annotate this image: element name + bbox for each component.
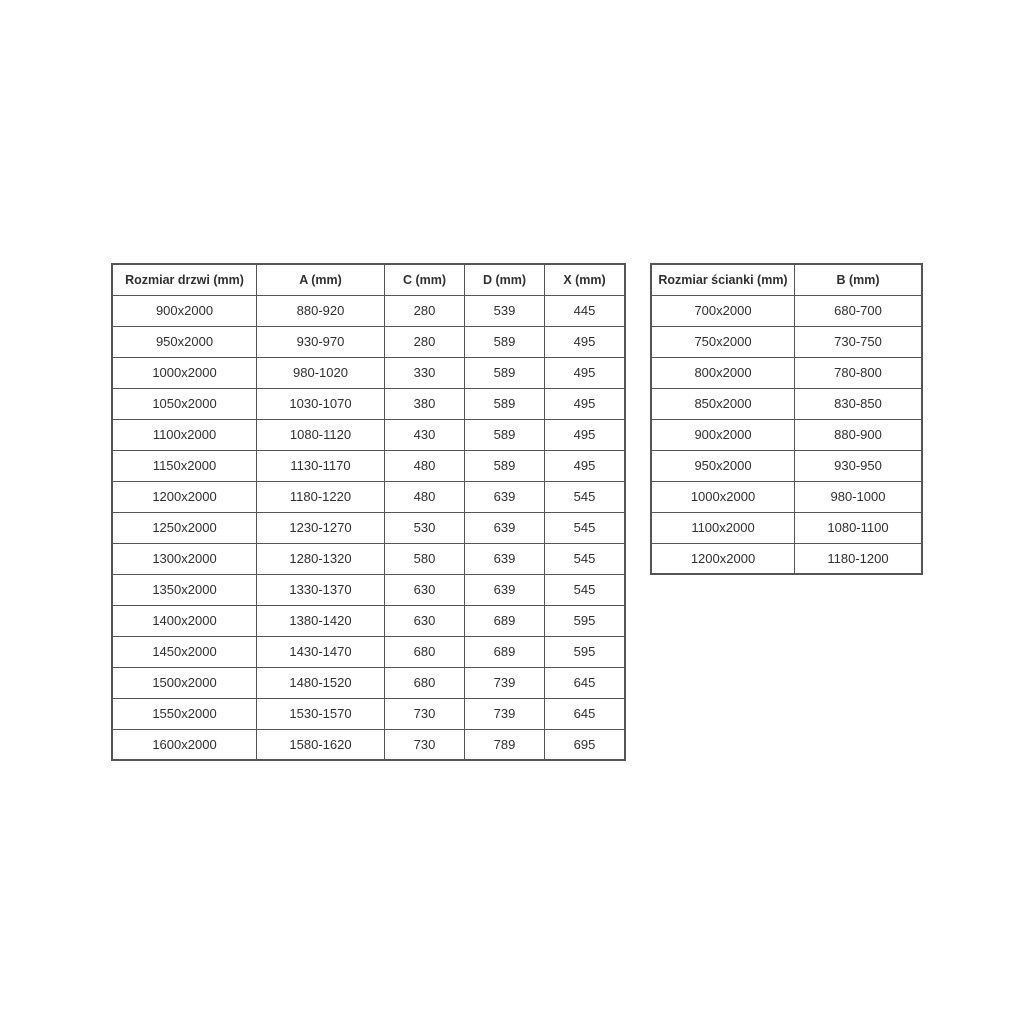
column-header: B (mm) [795,264,923,295]
table-cell: 1350x2000 [112,574,257,605]
table-cell: 800x2000 [651,357,795,388]
table-cell: 1600x2000 [112,729,257,760]
table-cell: 545 [545,543,626,574]
table-cell: 1250x2000 [112,512,257,543]
table-row [112,295,625,326]
table-cell: 680 [385,636,465,667]
table-cell: 495 [545,419,626,450]
table-cell: 495 [545,450,626,481]
column-header: C (mm) [385,264,465,295]
table-row [112,450,625,481]
table-cell: 545 [545,481,626,512]
table-cell: 680 [385,667,465,698]
table-cell: 950x2000 [651,450,795,481]
table-cell: 639 [465,481,545,512]
table-cell: 1150x2000 [112,450,257,481]
table-cell: 1380-1420 [257,605,385,636]
table-row [112,481,625,512]
table-row [651,388,922,419]
table-cell: 1230-1270 [257,512,385,543]
table-cell: 680-700 [795,295,923,326]
header-row [651,264,922,295]
table-row [112,326,625,357]
table-cell: 595 [545,636,626,667]
table-row [651,419,922,450]
table-cell: 639 [465,574,545,605]
table-cell: 630 [385,574,465,605]
table-cell: 1050x2000 [112,388,257,419]
table-cell: 280 [385,326,465,357]
column-header: A (mm) [257,264,385,295]
table-cell: 695 [545,729,626,760]
table-cell: 1450x2000 [112,636,257,667]
table-cell: 589 [465,326,545,357]
door-size-table [111,263,626,761]
table-cell: 1580-1620 [257,729,385,760]
table-cell: 1200x2000 [651,543,795,574]
table-cell: 900x2000 [651,419,795,450]
table-row [112,357,625,388]
table-cell: 1080-1120 [257,419,385,450]
table-cell: 545 [545,574,626,605]
table-cell: 1530-1570 [257,698,385,729]
table-cell: 830-850 [795,388,923,419]
table-cell: 1000x2000 [112,357,257,388]
table-cell: 739 [465,698,545,729]
column-header: D (mm) [465,264,545,295]
table-row [651,543,922,574]
wall-size-table [650,263,923,575]
table-cell: 530 [385,512,465,543]
table-cell: 730-750 [795,326,923,357]
table-cell: 730 [385,729,465,760]
table-cell: 1130-1170 [257,450,385,481]
table-cell: 950x2000 [112,326,257,357]
table-cell: 330 [385,357,465,388]
table-cell: 689 [465,605,545,636]
header-row [112,264,625,295]
table-cell: 980-1000 [795,481,923,512]
table-row [112,543,625,574]
table-cell: 545 [545,512,626,543]
table-cell: 589 [465,388,545,419]
table-cell: 639 [465,543,545,574]
table-cell: 739 [465,667,545,698]
table-cell: 1400x2000 [112,605,257,636]
table-cell: 1180-1200 [795,543,923,574]
table-cell: 750x2000 [651,326,795,357]
table-cell: 1280-1320 [257,543,385,574]
table-cell: 580 [385,543,465,574]
table-cell: 380 [385,388,465,419]
table-row [112,729,625,760]
table-cell: 495 [545,357,626,388]
table-row [651,450,922,481]
table-cell: 589 [465,357,545,388]
table-cell: 480 [385,450,465,481]
table-cell: 480 [385,481,465,512]
table-cell: 700x2000 [651,295,795,326]
table-cell: 639 [465,512,545,543]
table-cell: 789 [465,729,545,760]
column-header: Rozmiar drzwi (mm) [112,264,257,295]
table-cell: 780-800 [795,357,923,388]
table-row [112,512,625,543]
column-header: X (mm) [545,264,626,295]
table-cell: 1500x2000 [112,667,257,698]
table-row [112,667,625,698]
table-cell: 1100x2000 [112,419,257,450]
table-row [651,481,922,512]
table-row [112,698,625,729]
table-cell: 645 [545,698,626,729]
table-cell: 445 [545,295,626,326]
table-cell: 880-920 [257,295,385,326]
table-cell: 1300x2000 [112,543,257,574]
table-cell: 900x2000 [112,295,257,326]
table-cell: 1180-1220 [257,481,385,512]
table-cell: 1480-1520 [257,667,385,698]
table-cell: 280 [385,295,465,326]
table-cell: 595 [545,605,626,636]
table-row [651,295,922,326]
table-cell: 1200x2000 [112,481,257,512]
table-row [112,388,625,419]
table-cell: 930-950 [795,450,923,481]
column-header: Rozmiar ścianki (mm) [651,264,795,295]
table-cell: 430 [385,419,465,450]
table-row [112,605,625,636]
table-cell: 589 [465,450,545,481]
table-cell: 930-970 [257,326,385,357]
table-row [112,419,625,450]
table-cell: 539 [465,295,545,326]
table-cell: 495 [545,326,626,357]
table-row [112,574,625,605]
table-cell: 1000x2000 [651,481,795,512]
table-cell: 1030-1070 [257,388,385,419]
table-cell: 645 [545,667,626,698]
table-cell: 980-1020 [257,357,385,388]
table-cell: 630 [385,605,465,636]
table-row [112,636,625,667]
table-row [651,357,922,388]
table-cell: 1430-1470 [257,636,385,667]
table-cell: 1330-1370 [257,574,385,605]
table-cell: 730 [385,698,465,729]
table-row [651,512,922,543]
table-cell: 1550x2000 [112,698,257,729]
table-cell: 589 [465,419,545,450]
table-row [651,326,922,357]
table-cell: 880-900 [795,419,923,450]
table-cell: 1080-1100 [795,512,923,543]
table-cell: 495 [545,388,626,419]
table-cell: 1100x2000 [651,512,795,543]
table-cell: 689 [465,636,545,667]
table-cell: 850x2000 [651,388,795,419]
